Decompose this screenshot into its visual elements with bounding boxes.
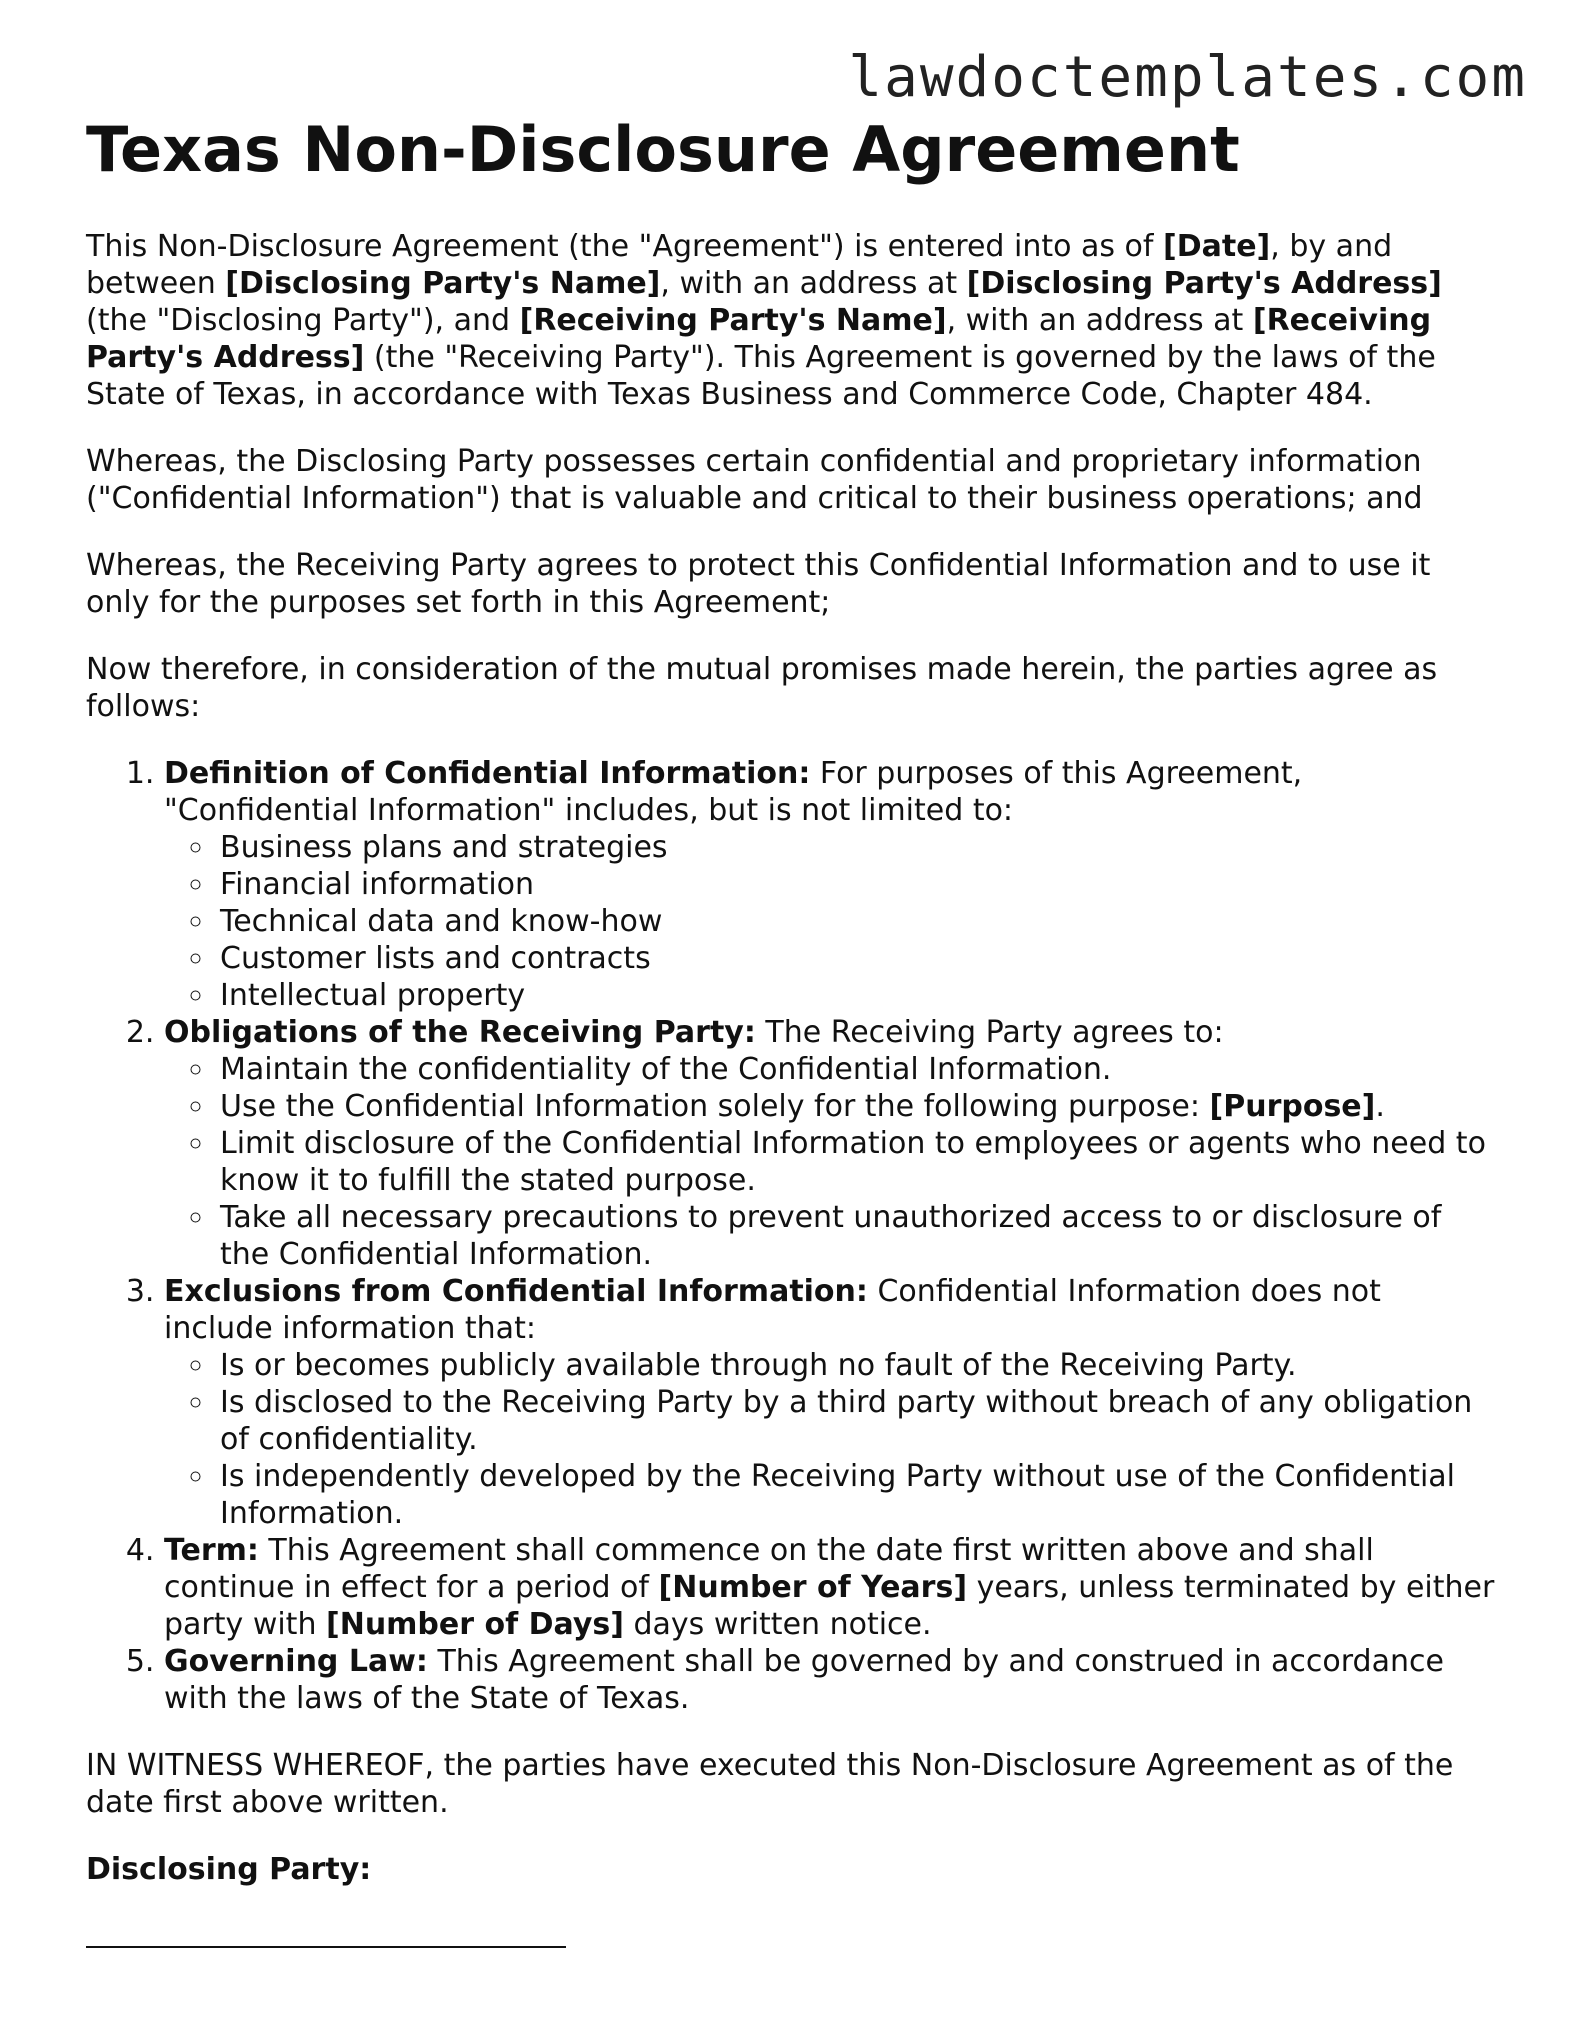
document-title: Texas Non-Disclosure Agreement <box>86 113 1240 186</box>
sub-list <box>164 829 1496 1014</box>
signature-line <box>86 1946 566 1948</box>
watermark: lawdoctemplates.com <box>848 45 1527 110</box>
section-heading: Definition of Confidential Information: <box>164 756 811 791</box>
section-term <box>164 1532 1496 1643</box>
purpose-placeholder: [Purpose] <box>1209 1089 1376 1124</box>
section-text: This Agreement shall be governed by and construed in accordance with the laws of the State of Texas. <box>164 1644 1444 1716</box>
disclosing-party-signature-label: Disclosing Party: <box>86 1852 372 1887</box>
list-item: ◦ Intellectual property <box>216 977 1496 1014</box>
list-item: ◦ Is independently developed by the Receiving Party without use of the Confidential Information. <box>216 1458 1496 1532</box>
intro-text: (the "Disclosing Party"), and <box>86 303 520 338</box>
list-item: ◦ Is or becomes publicly available through no fault of the Receiving Party. <box>216 1347 1496 1384</box>
whereas-paragraph-1: Whereas, the Disclosing Party possesses certain confidential and proprietary information ("Confidential Information") that is valuable and critical to their business operations; and <box>86 444 1423 516</box>
sub-list <box>164 1051 1496 1273</box>
list-item <box>216 1088 1496 1125</box>
list-item: ◦ Technical data and know-how <box>216 903 1496 940</box>
intro-text: , by and between <box>86 229 1393 301</box>
number-of-days-placeholder: [Number of Days] <box>326 1607 624 1642</box>
list-item-text: . <box>1375 1089 1385 1124</box>
section-governing-law <box>164 1643 1496 1717</box>
list-item: ◦ Limit disclosure of the Confidential Information to employees or agents who need to know it to fulfill the stated purpose. <box>216 1125 1496 1199</box>
whereas-paragraph-2: Whereas, the Receiving Party agrees to protect this Confidential Information and to use it only for the purposes set forth in this Agreement; <box>86 548 1431 620</box>
section-heading: Governing Law: <box>164 1644 428 1679</box>
section-heading: Exclusions from Confidential Information: <box>164 1274 868 1309</box>
list-item: ◦ Maintain the confidentiality of the Confidential Information. <box>216 1051 1496 1088</box>
date-placeholder: [Date] <box>1163 229 1271 264</box>
section-obligations <box>164 1014 1496 1273</box>
witness-paragraph: IN WITNESS WHEREOF, the parties have executed this Non-Disclosure Agreement as of the date first above written. <box>86 1748 1454 1820</box>
document-body <box>86 112 1496 1948</box>
section-text: This Agreement shall commence on the date first written above and shall continue in effect for a period of <box>164 1533 1374 1605</box>
section-text: The Receiving Party agrees to: <box>755 1015 1224 1050</box>
sub-list <box>164 1347 1496 1532</box>
section-text: Confidential Information does not include information that: <box>164 1274 1381 1346</box>
section-exclusions <box>164 1273 1496 1532</box>
section-definition <box>164 755 1496 1014</box>
intro-text: (the "Receiving Party"). This Agreement is governed by the laws of the State of Texas, in accordance with Texas Business and Commerce Code, Chapter 484. <box>86 340 1436 412</box>
list-item-text: Use the Confidential Information solely for the following purpose: <box>220 1089 1210 1124</box>
list-item: ◦ Financial information <box>216 866 1496 903</box>
section-heading: Obligations of the Receiving Party: <box>164 1015 756 1050</box>
sections-list <box>86 755 1496 1717</box>
list-item: ◦ Is disclosed to the Receiving Party by a third party without breach of any obligation of confidentiality. <box>216 1384 1496 1458</box>
list-item: ◦ Customer lists and contracts <box>216 940 1496 977</box>
disclosing-party-address-placeholder: [Disclosing Party's Address] <box>966 266 1442 301</box>
intro-text: , with an address at <box>946 303 1253 338</box>
section-text: For purposes of this Agreement, "Confidential Information" includes, but is not limited to: <box>164 756 1303 828</box>
intro-text: This Non-Disclosure Agreement (the "Agreement") is entered into as of <box>86 229 1164 264</box>
section-text: years, unless terminated by either party with <box>164 1570 1495 1642</box>
intro-text: , with an address at <box>660 266 967 301</box>
list-item: ◦ Take all necessary precautions to prevent unauthorized access to or disclosure of the Confidential Information. <box>216 1199 1496 1273</box>
now-therefore-paragraph: Now therefore, in consideration of the mutual promises made herein, the parties agree as follows: <box>86 652 1438 724</box>
number-of-years-placeholder: [Number of Years] <box>658 1570 968 1605</box>
section-text: days written notice. <box>623 1607 932 1642</box>
receiving-party-name-placeholder: [Receiving Party's Name] <box>519 303 947 338</box>
list-item: ◦ Business plans and strategies <box>216 829 1496 866</box>
disclosing-party-name-placeholder: [Disclosing Party's Name] <box>225 266 661 301</box>
section-heading: Term: <box>164 1533 259 1568</box>
receiving-party-address-placeholder: [Receiving Party's Address] <box>86 303 1432 375</box>
intro-paragraph <box>86 228 1496 413</box>
